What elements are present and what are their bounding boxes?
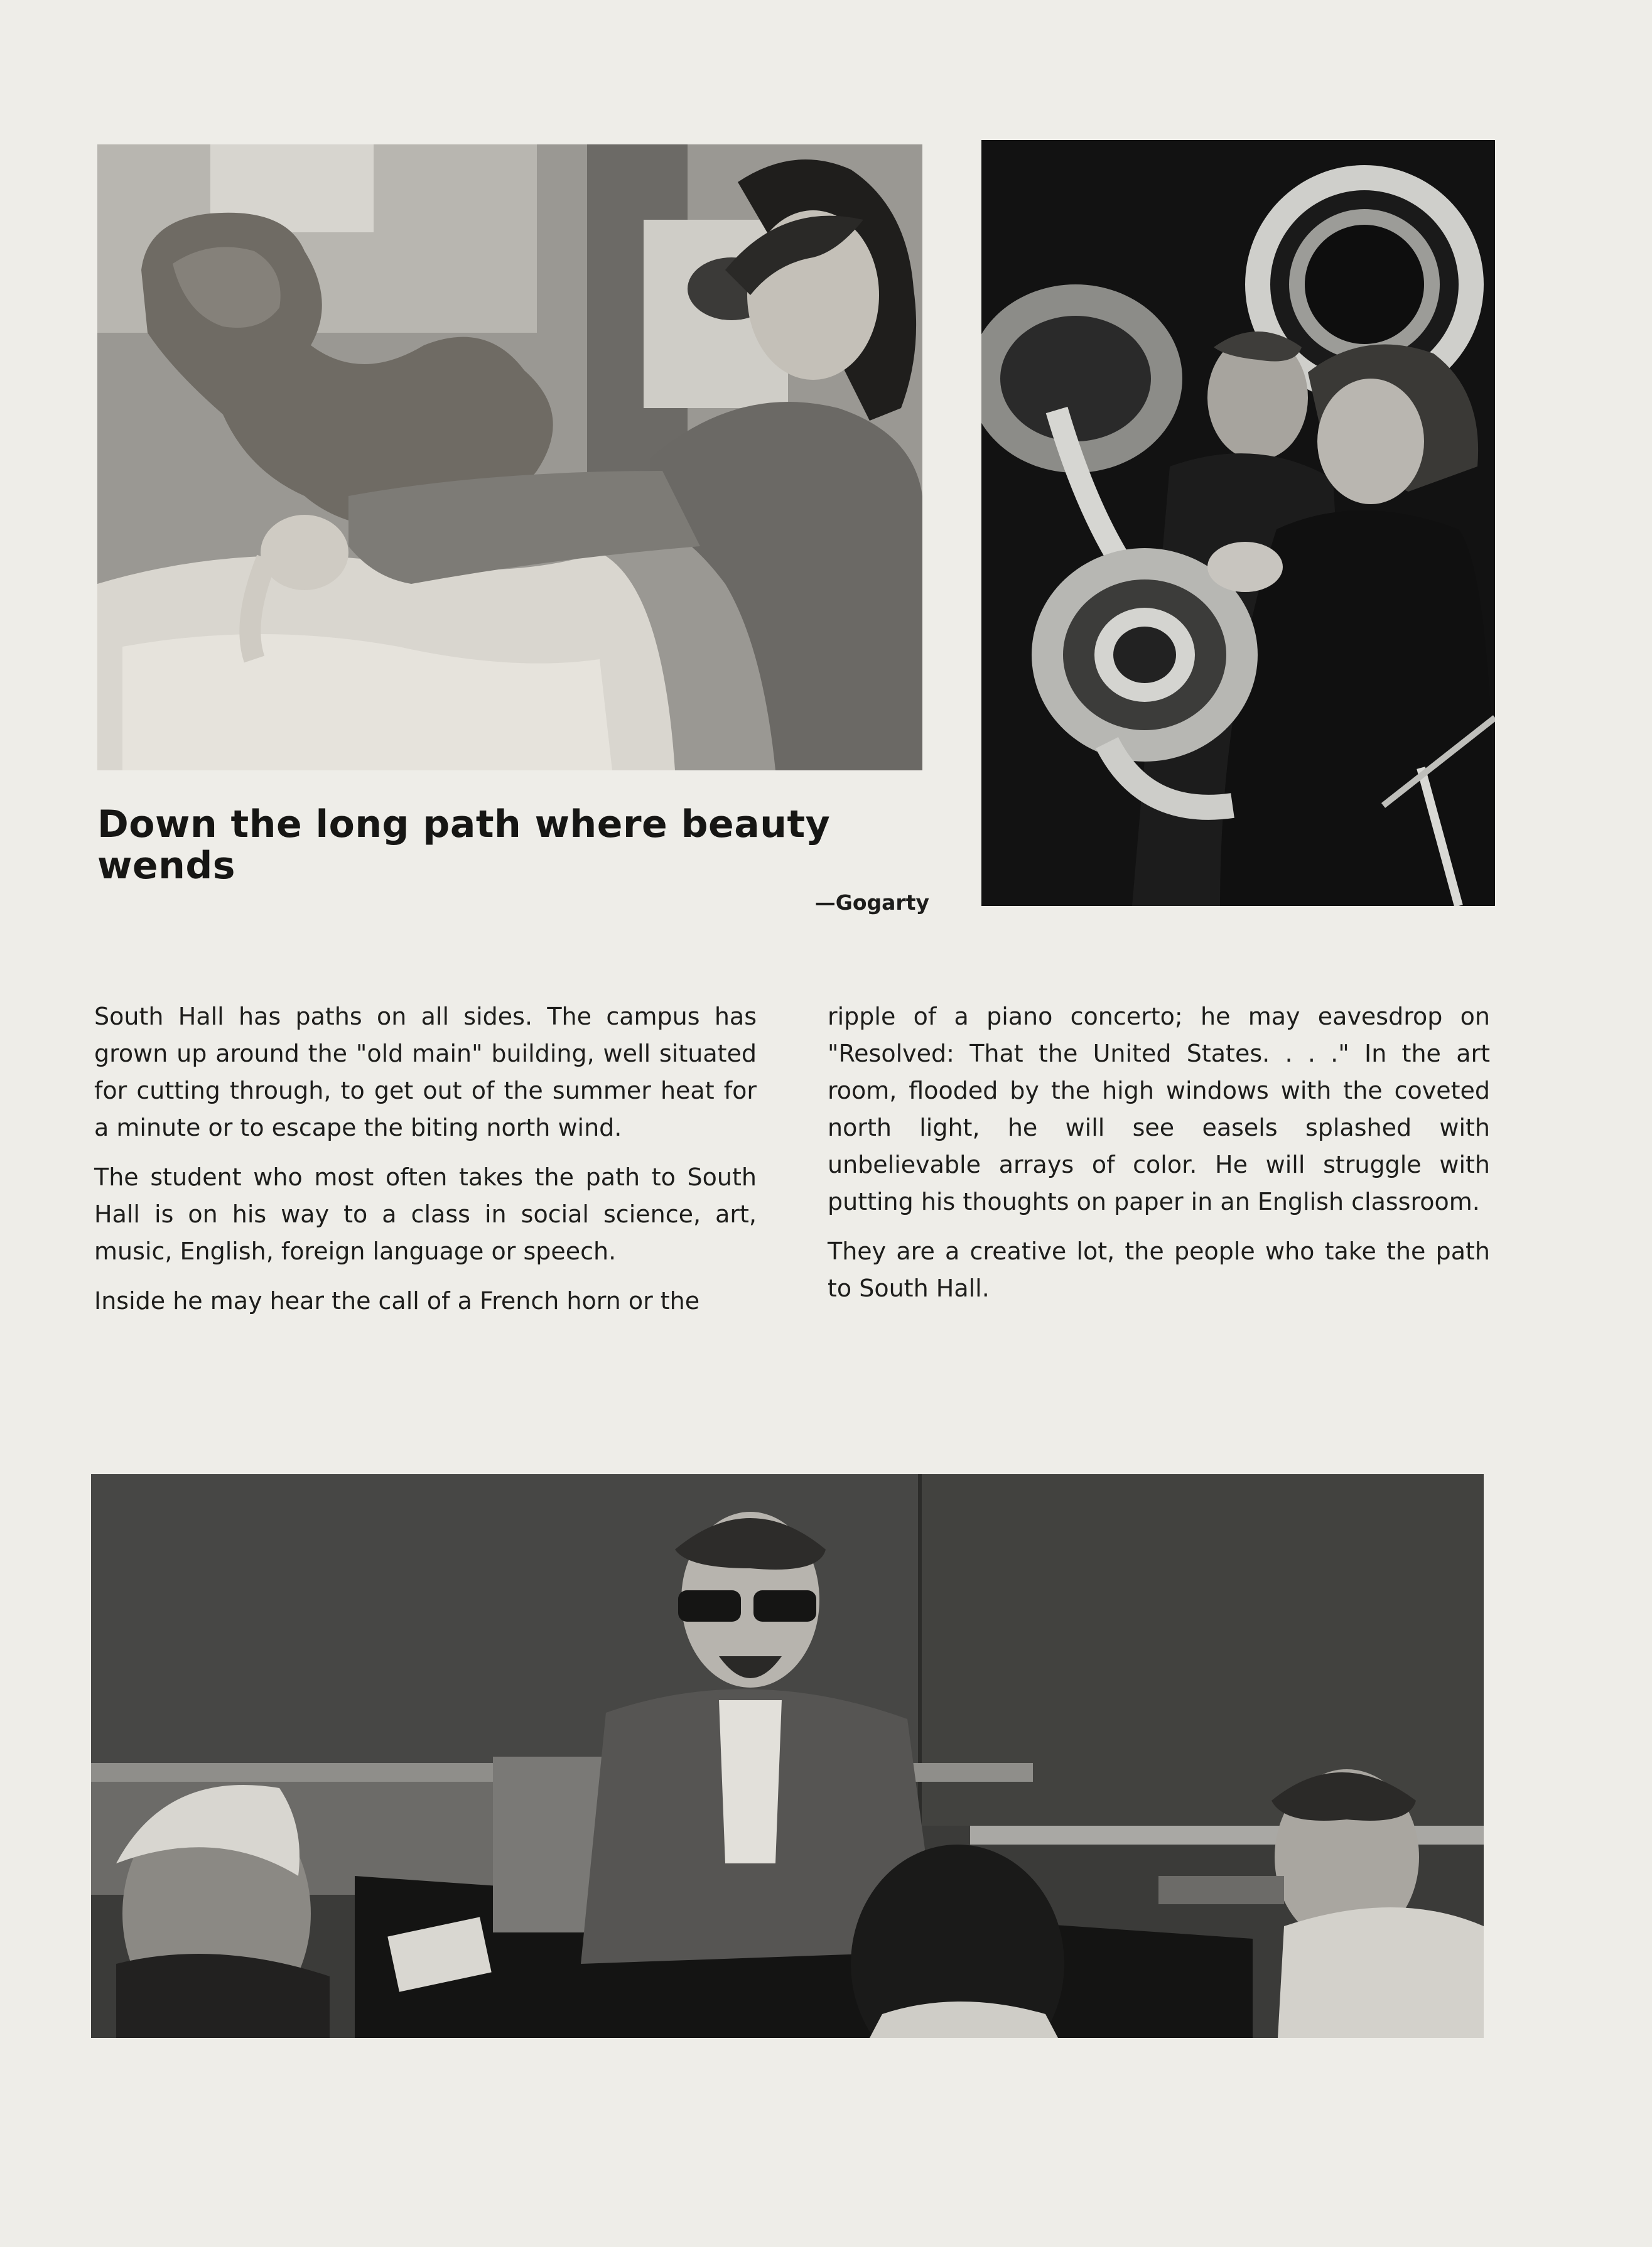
photo-band-horn-players	[981, 140, 1495, 906]
quote-attribution: —Gogarty	[814, 890, 929, 915]
photo-classroom-discussion	[91, 1474, 1484, 2038]
page-headline: Down the long path where beauty wends	[97, 802, 831, 888]
paragraph: South Hall has paths on all sides. The campus has grown up around the "old main" building, well situated for cutting through, to get out of the summer heat for a minute or to escape the biting north wind.	[94, 1003, 757, 1141]
photo-sculpting-student	[97, 144, 922, 770]
paragraph: ripple of a piano concerto; he may eavesdrop on "Resolved: That the United States. . . ." In the art room, flooded by the high windows with the coveted north light, he will see easels splashed with unbelievable arrays of color. He will struggle with putting his thoughts on paper in an English classroom.	[828, 1003, 1490, 1215]
body-column-right	[828, 998, 1490, 1320]
paragraph: Inside he may hear the call of a French horn or the	[94, 1287, 700, 1315]
paragraph: They are a creative lot, the people who take the path to South Hall.	[828, 1237, 1490, 1302]
body-column-left	[94, 998, 757, 1332]
paragraph: The student who most often takes the path to South Hall is on his way to a class in social science, art, music, English, foreign language or speech.	[94, 1163, 757, 1265]
